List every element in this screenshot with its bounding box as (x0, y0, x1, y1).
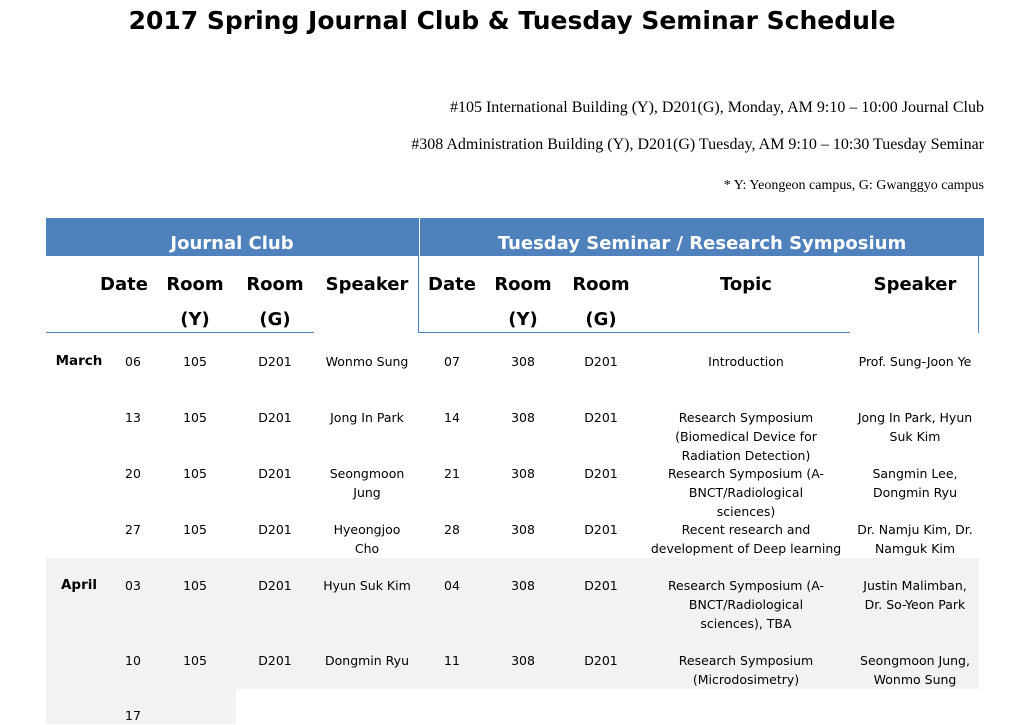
seminar-topic: Research Symposium (Biomedical Device for Radiation Detection) (675, 410, 817, 463)
jc-date: 03 (125, 578, 141, 593)
jc-room-y: 105 (183, 466, 207, 481)
ts-date: 28 (444, 522, 460, 537)
jc-room-y: 105 (183, 354, 207, 369)
ts-room-y: 308 (511, 354, 535, 369)
ts-speaker: Justin Malimban, Dr. So-Yeon Park (863, 578, 967, 612)
campus-note: * Y: Yeongeon campus, G: Gwanggyo campus (723, 178, 984, 193)
ts-date: 14 (444, 410, 460, 425)
col-header-ts-room-y-label: Room (494, 274, 552, 295)
jc-speaker: Dongmin Ryu (325, 653, 409, 668)
ts-date: 21 (444, 466, 460, 481)
col-header-ts-date (424, 274, 480, 295)
jc-date: 13 (125, 410, 141, 425)
ts-room-g: D201 (584, 578, 618, 593)
col-header-ts-room-g-label: Room (572, 274, 630, 295)
jc-speaker: Seongmoon Jung (329, 466, 405, 500)
col-header-jc-room-y-label: Room (166, 274, 224, 295)
ts-speaker: Seongmoon Jung, Wonmo Sung (860, 653, 970, 687)
seminar-topic: Research Symposium (A-BNCT/Radiological sciences), TBA (667, 578, 825, 631)
ts-room-g: D201 (584, 522, 618, 537)
ts-room-y: 308 (511, 578, 535, 593)
ts-room-y: 308 (511, 410, 535, 425)
jc-room-g: D201 (258, 578, 292, 593)
ts-room-y: 308 (511, 466, 535, 481)
journal-club-section-title: Journal Club (170, 233, 294, 254)
header-divider (418, 218, 419, 333)
ts-room-g: D201 (584, 410, 618, 425)
header-rule-left (46, 332, 314, 333)
month-label: March (55, 353, 103, 369)
col-header-jc-date (96, 274, 152, 295)
col-header-jc-room-g-suffix: (G) (259, 309, 291, 330)
col-header-jc-room-y-suffix: (Y) (180, 309, 210, 330)
col-header-jc-room-g-label: Room (246, 274, 304, 295)
ts-speaker: Sangmin Lee, Dongmin Ryu (872, 466, 958, 500)
seminar-topic: Recent research and development of Deep learning (650, 522, 842, 556)
col-header-ts-room-y-suffix: (Y) (508, 309, 538, 330)
jc-room-g: D201 (258, 410, 292, 425)
jc-date: 06 (125, 354, 141, 369)
col-header-jc-room-y (160, 274, 230, 330)
col-header-ts-speaker (860, 274, 970, 295)
jc-speaker: Wonmo Sung (325, 354, 409, 369)
ts-speaker: Prof. Sung-Joon Ye (858, 354, 972, 369)
journal-club-venue: #105 International Building (Y), D201(G), Monday, AM 9:10 – 10:00 Journal Club (449, 99, 984, 116)
col-header-ts-room-y (488, 274, 558, 330)
col-header-topic (680, 274, 812, 295)
ts-date: 11 (444, 653, 460, 668)
col-header-jc-room-g (240, 274, 310, 330)
jc-room-y: 105 (183, 653, 207, 668)
ts-room-y: 308 (511, 522, 535, 537)
col-header-ts-date-label: Date (428, 274, 476, 295)
ts-room-g: D201 (584, 653, 618, 668)
header-right-border (978, 256, 979, 333)
ts-date: 04 (444, 578, 460, 593)
jc-date: 27 (125, 522, 141, 537)
col-header-topic-label: Topic (720, 274, 772, 295)
jc-date: 10 (125, 653, 141, 668)
jc-room-g: D201 (258, 653, 292, 668)
ts-speaker: Dr. Namju Kim, Dr. Namguk Kim (857, 522, 973, 556)
jc-speaker: Hyeongjoo Cho (333, 522, 401, 556)
seminar-topic: Research Symposium (Microdosimetry) (678, 653, 814, 687)
ts-speaker: Jong In Park, Hyun Suk Kim (857, 410, 973, 444)
jc-speaker: Jong In Park (330, 410, 404, 425)
col-header-jc-date-label: Date (100, 274, 148, 295)
month-label: April (60, 577, 98, 593)
header-rule-right (418, 332, 850, 333)
col-header-ts-room-g (566, 274, 636, 330)
jc-room-y: 105 (183, 410, 207, 425)
jc-date: 20 (125, 466, 141, 481)
seminar-topic: Introduction (708, 354, 784, 369)
page-title: 2017 Spring Journal Club & Tuesday Seminar Schedule (128, 6, 896, 35)
col-header-ts-speaker-label: Speaker (873, 274, 957, 295)
jc-room-g: D201 (258, 466, 292, 481)
jc-room-g: D201 (258, 354, 292, 369)
ts-room-g: D201 (584, 354, 618, 369)
ts-date: 07 (444, 354, 460, 369)
jc-room-g: D201 (258, 522, 292, 537)
ts-room-g: D201 (584, 466, 618, 481)
jc-speaker: Hyun Suk Kim (323, 578, 411, 593)
col-header-ts-room-g-suffix: (G) (585, 309, 617, 330)
seminar-topic: Research Symposium (A-BNCT/Radiological sciences) (667, 466, 825, 519)
seminar-section-title: Tuesday Seminar / Research Symposium (497, 233, 907, 254)
col-header-jc-speaker-label: Speaker (325, 274, 409, 295)
jc-room-y: 105 (183, 522, 207, 537)
jc-room-y: 105 (183, 578, 207, 593)
col-header-jc-speaker (322, 274, 412, 295)
ts-room-y: 308 (511, 653, 535, 668)
jc-date: 17 (125, 708, 141, 723)
seminar-venue: #308 Administration Building (Y), D201(G) Tuesday, AM 9:10 – 10:30 Tuesday Seminar (411, 136, 984, 153)
